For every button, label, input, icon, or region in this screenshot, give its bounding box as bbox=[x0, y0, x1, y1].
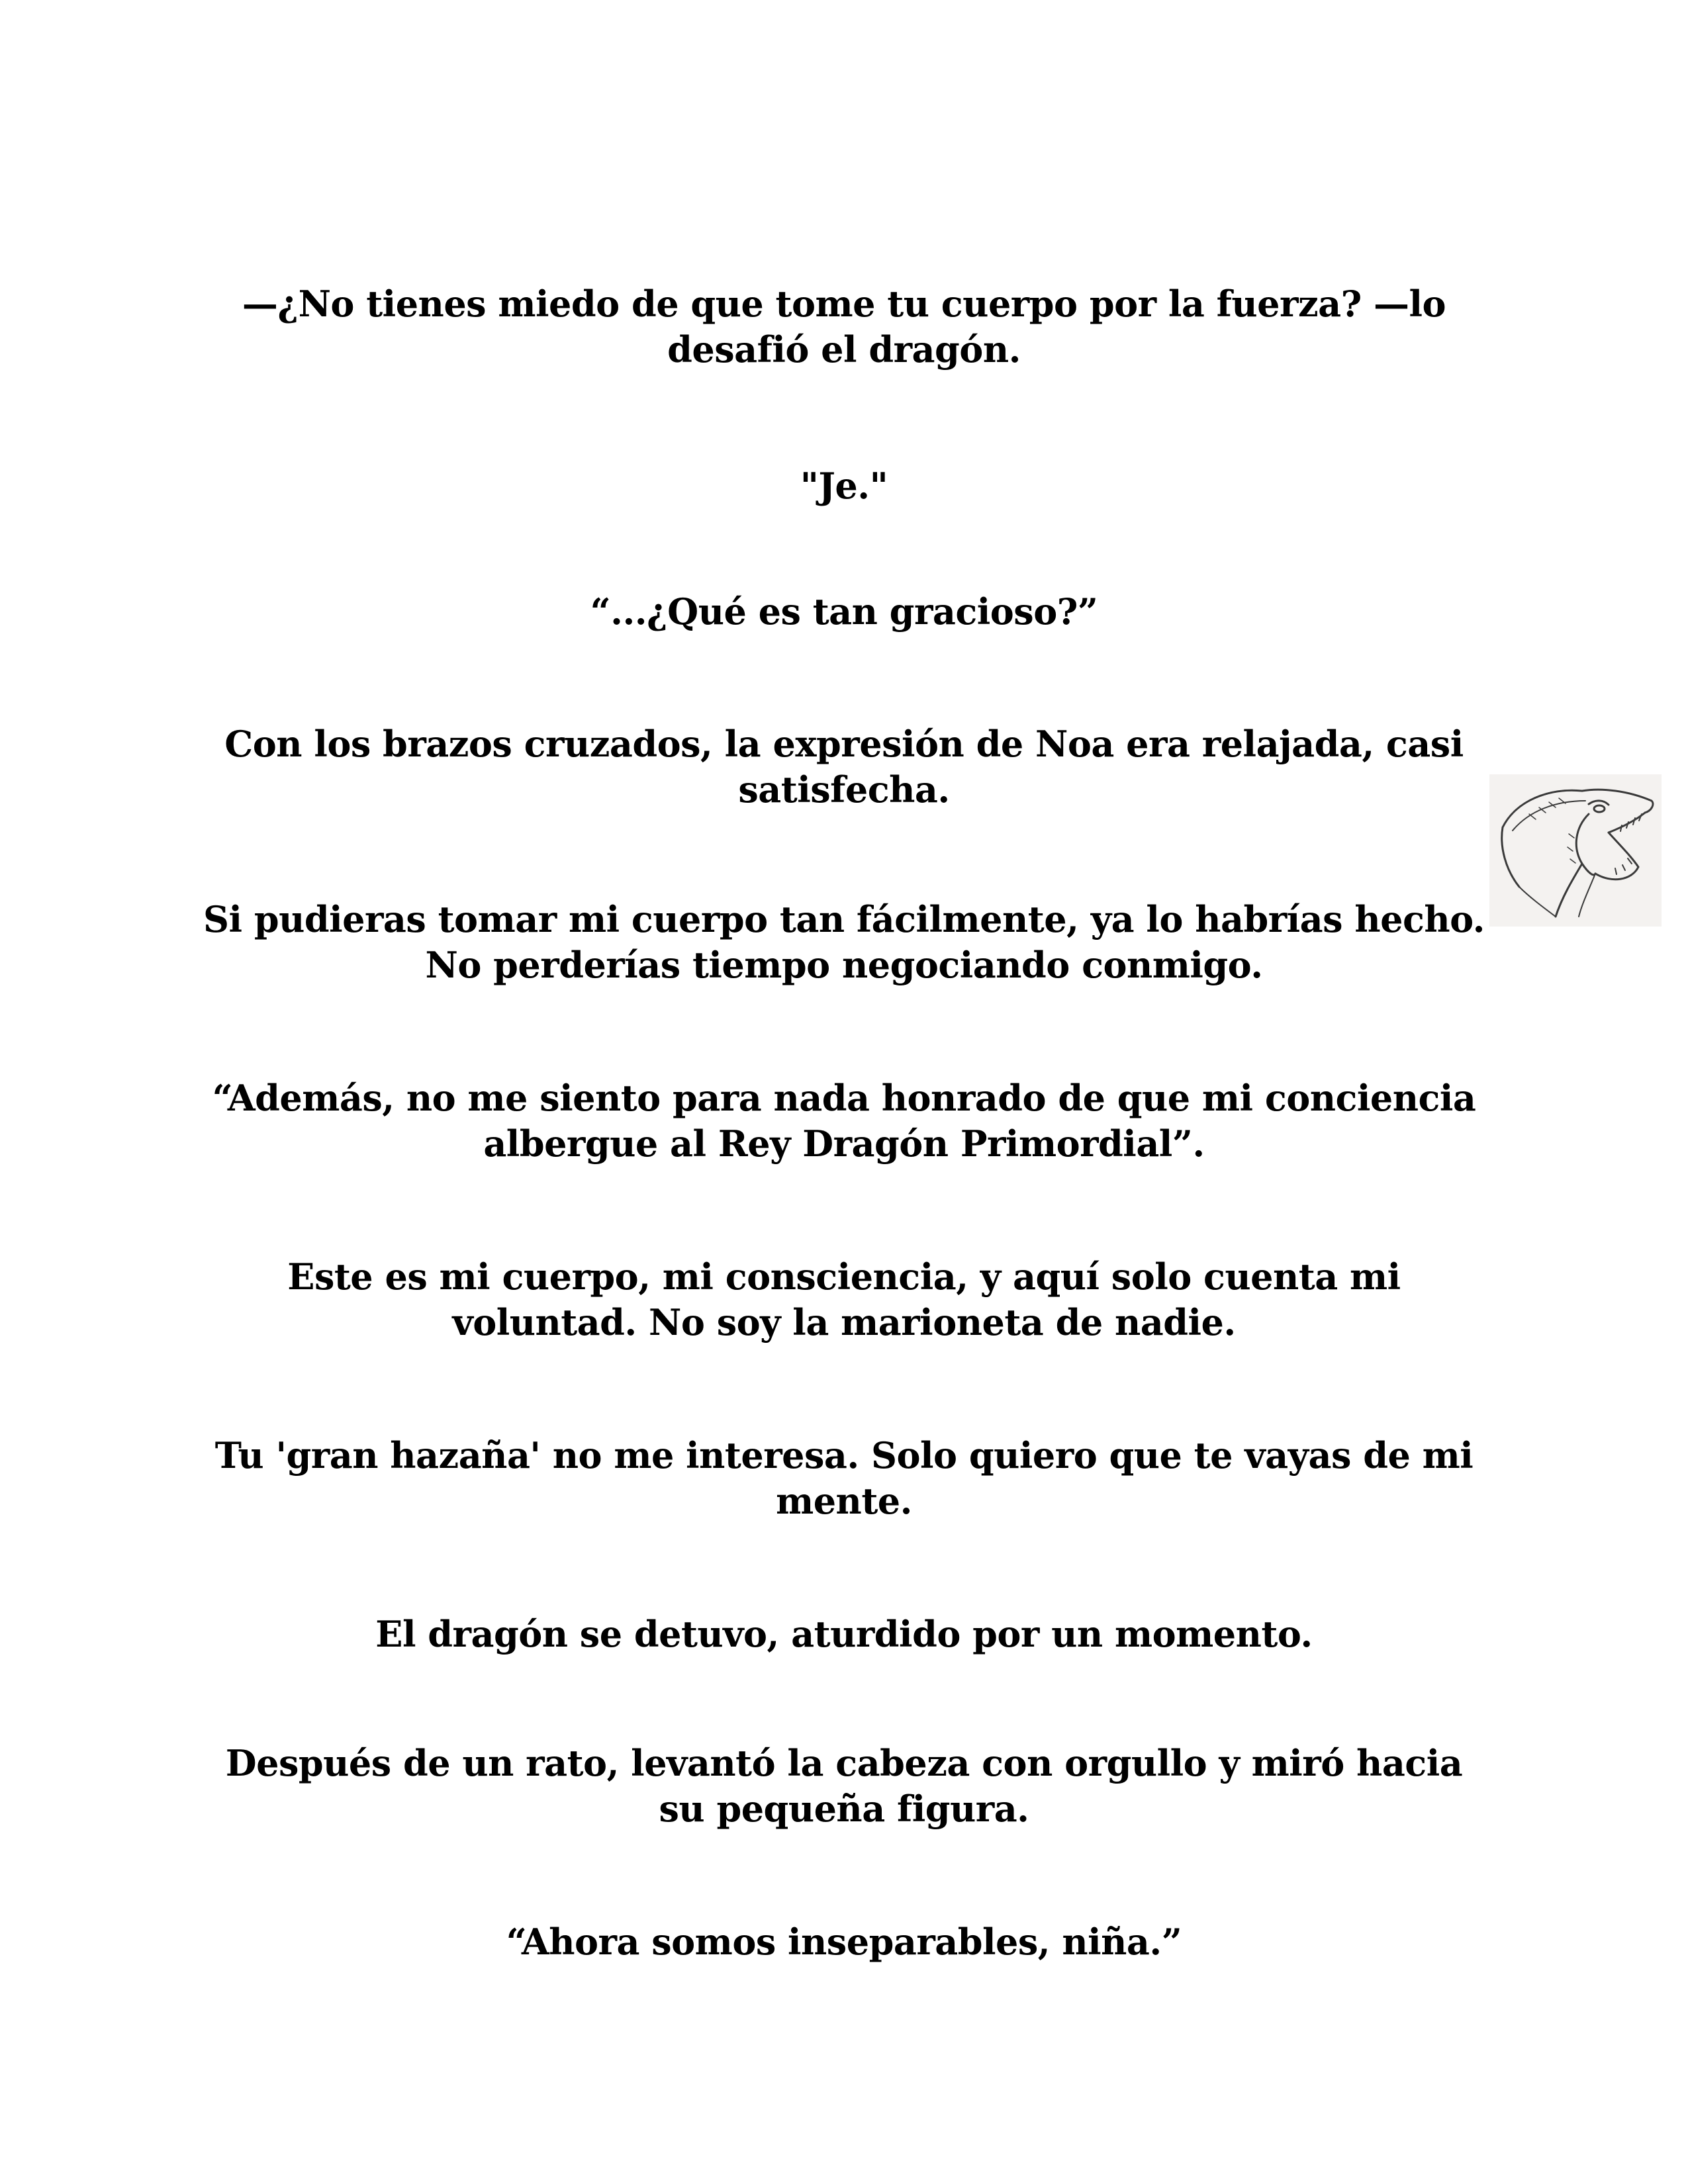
paragraph-10: Después de un rato, levantó la cabeza con orgullo y miró hacia su pequeña figura. bbox=[225, 1742, 1463, 1830]
paragraph-9: El dragón se detuvo, aturdido por un momento. bbox=[375, 1613, 1313, 1655]
paragraph-7: Este es mi cuerpo, mi consciencia, y aquí solo cuenta mi voluntad. No soy la marioneta de nadie. bbox=[287, 1255, 1401, 1343]
paragraph-11: “Ahora somos inseparables, niña.” bbox=[506, 1921, 1182, 1963]
paragraph-3: “...¿Qué es tan gracioso?” bbox=[590, 590, 1098, 633]
paragraph-5: Si pudieras tomar mi cuerpo tan fácilmente, ya lo habrías hecho. No perderías tiempo negociando conmigo. bbox=[203, 898, 1485, 986]
paragraph-8: Tu 'gran hazaña' no me interesa. Solo quiero que te vayas de mi mente. bbox=[214, 1434, 1474, 1522]
paragraph-4: Con los brazos cruzados, la expresión de Noa era relajada, casi satisfecha. bbox=[224, 723, 1464, 811]
paragraph-1: —¿No tienes miedo de que tome tu cuerpo por la fuerza? —lo desafió el dragón. bbox=[242, 283, 1446, 371]
dragon-head-sketch-icon bbox=[1489, 774, 1662, 927]
paragraph-2: "Je." bbox=[800, 465, 888, 507]
paragraph-6: “Además, no me siento para nada honrado de que mi conciencia albergue al Rey Dragón Primordial”. bbox=[212, 1077, 1476, 1165]
